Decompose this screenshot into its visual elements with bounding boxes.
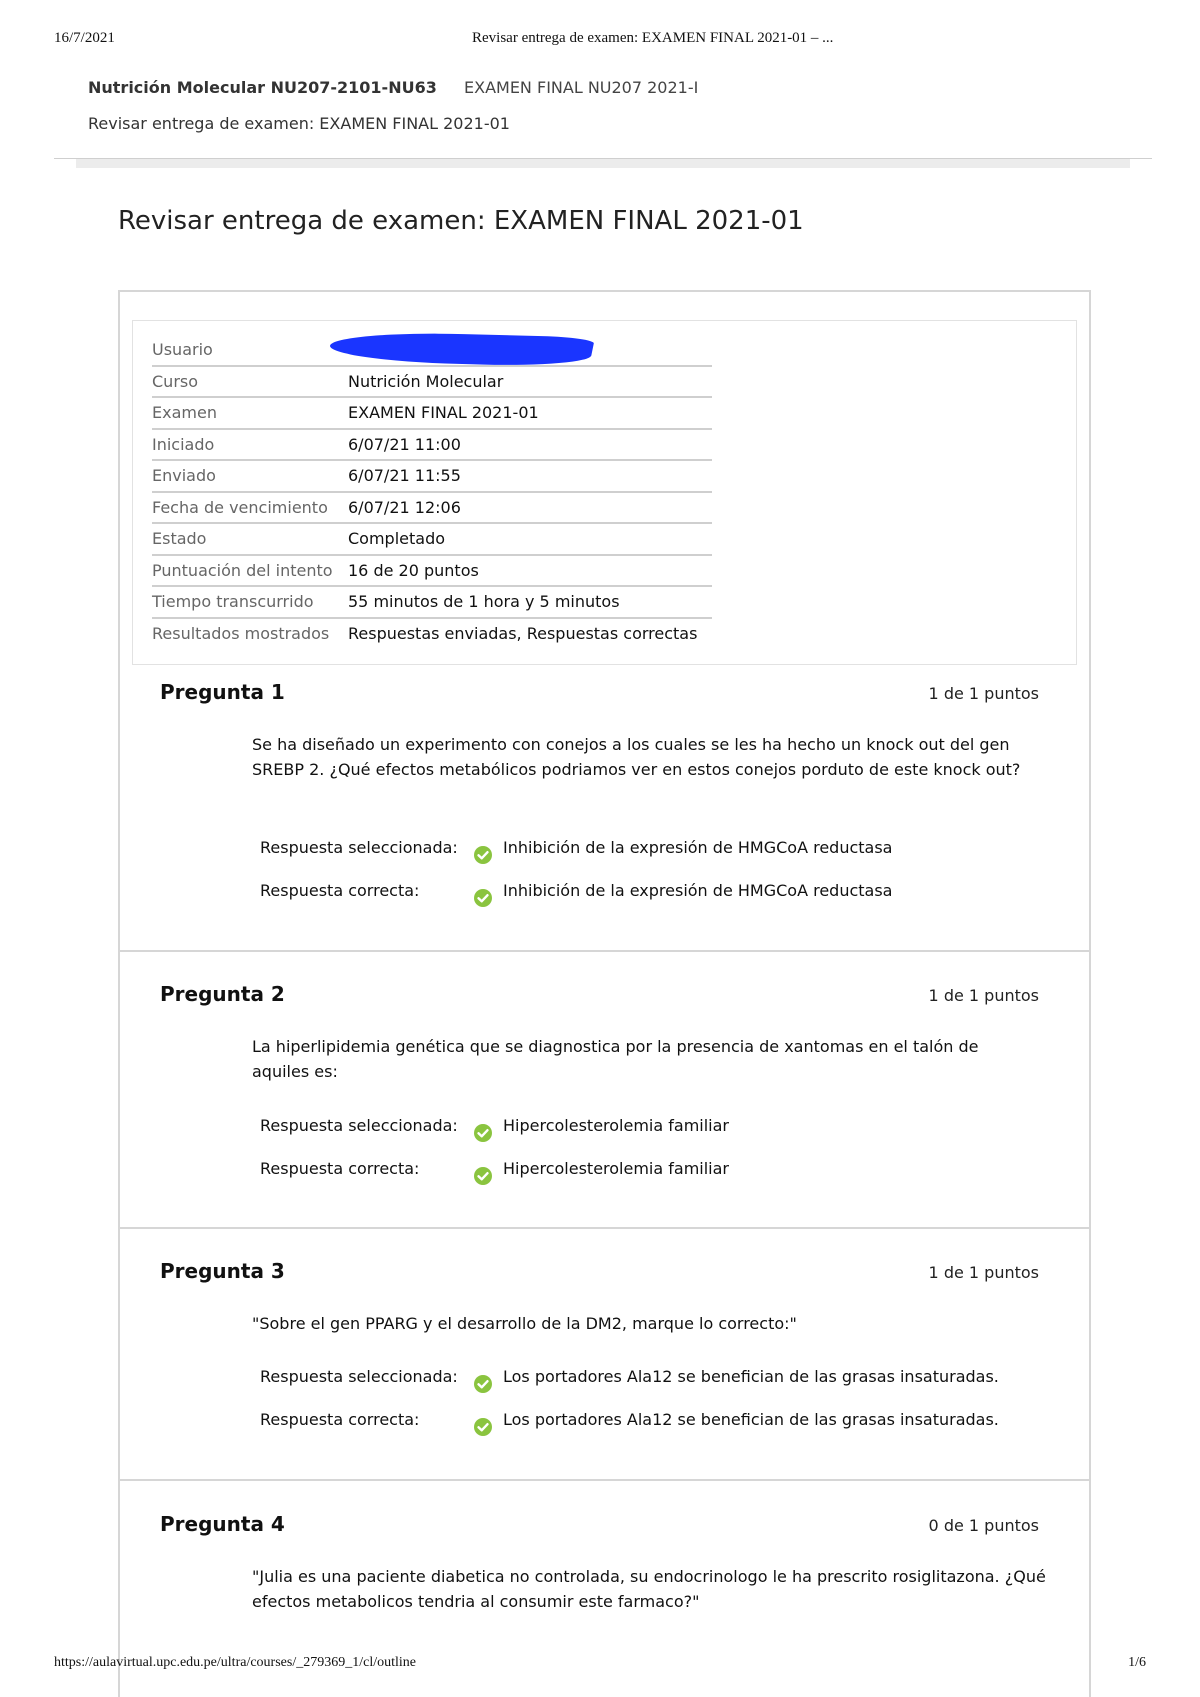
- correct-answer-row: [260, 1159, 1060, 1187]
- selected-answer-label: Respuesta seleccionada:: [260, 1367, 458, 1386]
- info-row-usuario: [152, 334, 712, 366]
- breadcrumb: Revisar entrega de examen: EXAMEN FINAL 2021-01: [88, 114, 510, 133]
- question-3: [120, 1259, 1089, 1479]
- info-row-puntuacion: [152, 555, 712, 587]
- question-text: "Sobre el gen PPARG y el desarrollo de la DM2, marque lo correcto:": [252, 1314, 797, 1333]
- correct-answer-label: Respuesta correcta:: [260, 1159, 420, 1178]
- correct-answer-value: Los portadores Ala12 se benefician de las grasas insaturadas.: [503, 1410, 999, 1429]
- question-points: 1 de 1 puntos: [928, 1263, 1039, 1282]
- check-circle-icon: [474, 1167, 492, 1185]
- question-divider: [120, 1227, 1089, 1229]
- question-divider: [120, 1479, 1089, 1481]
- info-row-examen: [152, 397, 712, 429]
- info-label: Tiempo transcurrido: [152, 586, 348, 618]
- info-row-estado: [152, 523, 712, 555]
- info-label: Puntuación del intento: [152, 555, 348, 587]
- check-circle-icon: [474, 889, 492, 907]
- check-circle-icon: [474, 846, 492, 864]
- info-value: 6/07/21 12:06: [348, 492, 712, 524]
- question-divider: [120, 950, 1089, 952]
- info-label: Enviado: [152, 460, 348, 492]
- info-value: Completado: [348, 523, 712, 555]
- info-row-resultados: [152, 618, 712, 650]
- correct-answer-label: Respuesta correcta:: [260, 881, 420, 900]
- info-row-curso: [152, 366, 712, 398]
- print-title: Revisar entrega de examen: EXAMEN FINAL 2021-01 – ...: [472, 30, 834, 46]
- print-footer: [54, 1655, 1146, 1675]
- info-value: 16 de 20 puntos: [348, 555, 712, 587]
- course-link[interactable]: Nutrición Molecular NU207-2101-NU63: [88, 78, 437, 97]
- info-row-vencimiento: [152, 492, 712, 524]
- info-label: Usuario: [152, 334, 348, 366]
- check-circle-icon: [474, 1124, 492, 1142]
- print-date: 16/7/2021: [54, 30, 115, 46]
- question-1: [120, 680, 1089, 950]
- selected-answer-value: Los portadores Ala12 se benefician de las grasas insaturadas.: [503, 1367, 999, 1386]
- attempt-info-table: [152, 334, 712, 649]
- question-title: Pregunta 4: [160, 1512, 285, 1536]
- course-bar: [88, 78, 699, 97]
- redaction-mark: [327, 331, 595, 368]
- correct-answer-value: Inhibición de la expresión de HMGCoA reductasa: [503, 881, 893, 900]
- page-title: Revisar entrega de examen: EXAMEN FINAL 2021-01: [118, 206, 804, 236]
- question-title: Pregunta 2: [160, 982, 285, 1006]
- check-circle-icon: [474, 1418, 492, 1436]
- question-points: 0 de 1 puntos: [928, 1516, 1039, 1535]
- print-header: [54, 30, 1146, 50]
- question-points: 1 de 1 puntos: [928, 986, 1039, 1005]
- correct-answer-row: [260, 1410, 1060, 1438]
- selected-answer-label: Respuesta seleccionada:: [260, 838, 458, 857]
- page-number: 1/6: [1128, 1655, 1146, 1670]
- info-label: Examen: [152, 397, 348, 429]
- correct-answer-row: [260, 881, 1060, 909]
- selected-answer-row: [260, 838, 1060, 866]
- check-circle-icon: [474, 1375, 492, 1393]
- info-value: [348, 334, 712, 366]
- question-title: Pregunta 3: [160, 1259, 285, 1283]
- selected-answer-label: Respuesta seleccionada:: [260, 1116, 458, 1135]
- info-label: Resultados mostrados: [152, 624, 330, 644]
- info-value: 6/07/21 11:55: [348, 460, 712, 492]
- info-label: Fecha de vencimiento: [152, 492, 348, 524]
- info-label: Curso: [152, 366, 348, 398]
- selected-answer-row: [260, 1367, 1060, 1395]
- question-4: [120, 1512, 1089, 1632]
- correct-answer-label: Respuesta correcta:: [260, 1410, 420, 1429]
- exam-link[interactable]: EXAMEN FINAL NU207 2021-I: [464, 78, 699, 97]
- question-text: "Julia es una paciente diabetica no controlada, su endocrinologo le ha prescrito rosiglitazona. ¿Qué efectos metabolicos tendria al consumir este farmaco?": [252, 1567, 1046, 1611]
- info-value: Respuestas enviadas, Respuestas correctas: [348, 624, 698, 644]
- header-band: [76, 159, 1130, 168]
- selected-answer-row: [260, 1116, 1060, 1144]
- question-title: Pregunta 1: [160, 680, 285, 704]
- info-label: Estado: [152, 523, 348, 555]
- question-points: 1 de 1 puntos: [928, 684, 1039, 703]
- info-label: Iniciado: [152, 429, 348, 461]
- info-value: EXAMEN FINAL 2021-01: [348, 397, 712, 429]
- question-text: Se ha diseñado un experimento con conejos a los cuales se les ha hecho un knock out del gen SREBP 2. ¿Qué efectos metabólicos podriamos ver en estos conejos porduto de este knock out?: [252, 735, 1021, 779]
- info-value: 6/07/21 11:00: [348, 429, 712, 461]
- info-value: Nutrición Molecular: [348, 366, 712, 398]
- correct-answer-value: Hipercolesterolemia familiar: [503, 1159, 729, 1178]
- selected-answer-value: Hipercolesterolemia familiar: [503, 1116, 729, 1135]
- print-url: https://aulavirtual.upc.edu.pe/ultra/courses/_279369_1/cl/outline: [54, 1655, 416, 1670]
- info-value: 55 minutos de 1 hora y 5 minutos: [348, 586, 712, 618]
- question-text: La hiperlipidemia genética que se diagnostica por la presencia de xantomas en el talón de aquiles es:: [252, 1037, 979, 1081]
- question-2: [120, 982, 1089, 1222]
- selected-answer-value: Inhibición de la expresión de HMGCoA reductasa: [503, 838, 893, 857]
- info-row-iniciado: [152, 429, 712, 461]
- info-row-tiempo: [152, 586, 712, 618]
- info-row-enviado: [152, 460, 712, 492]
